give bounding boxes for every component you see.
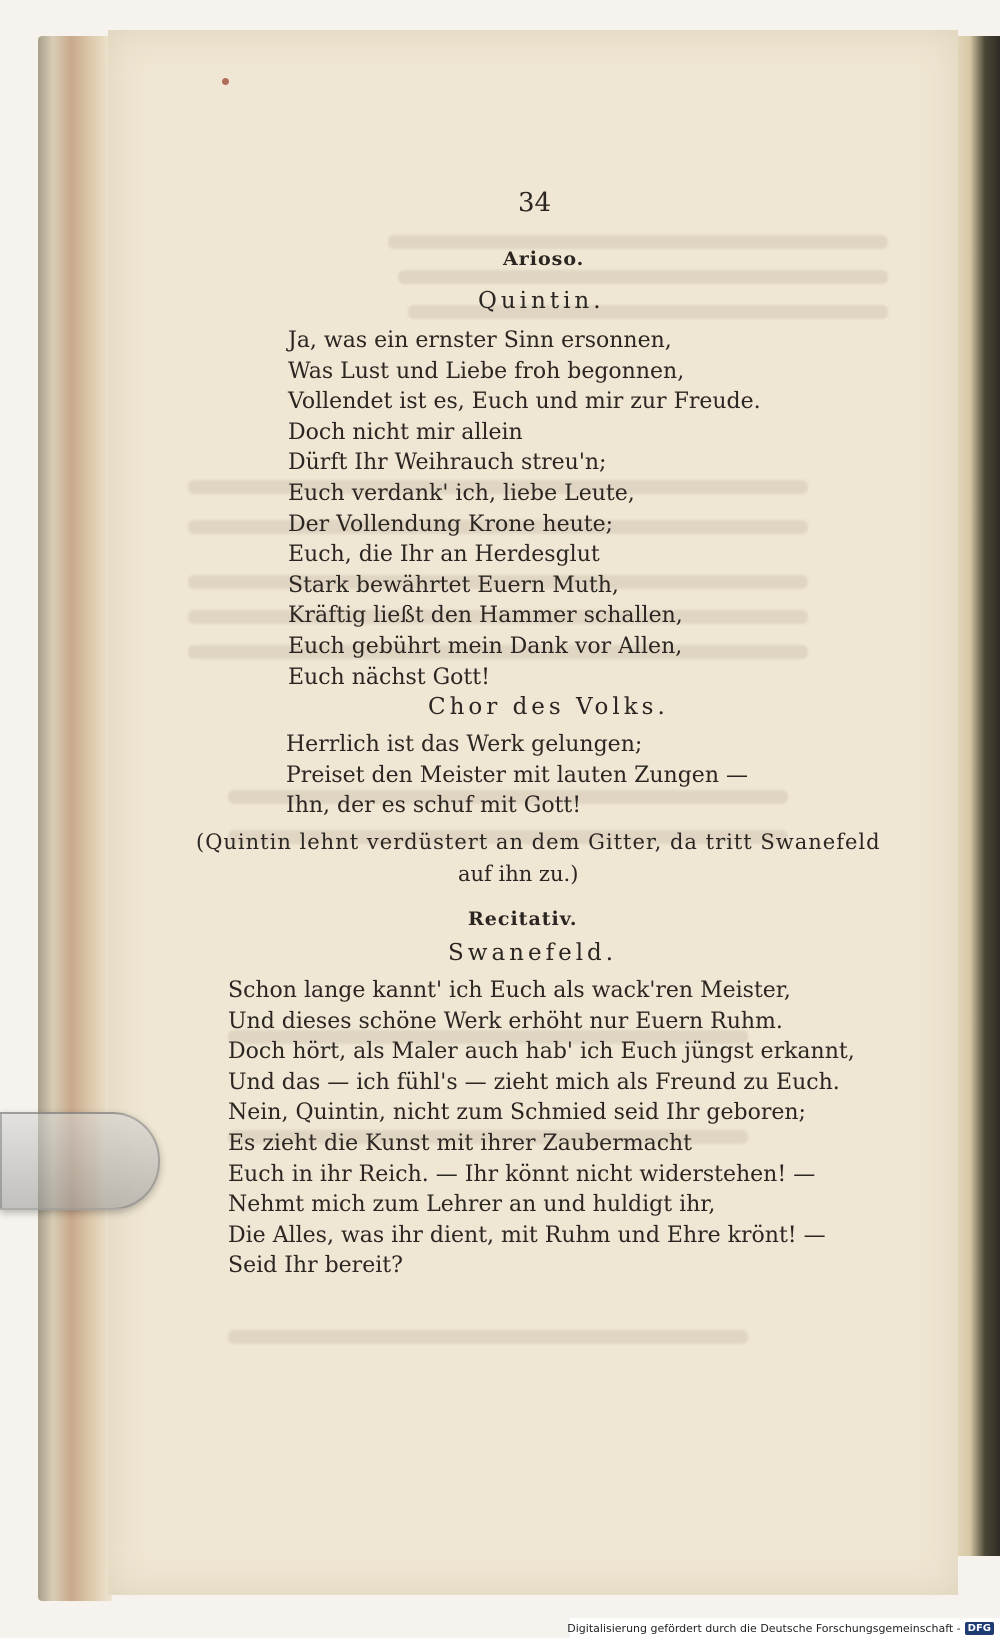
section-heading-arioso: Arioso. <box>503 248 585 270</box>
verse-line: Und das — ich fühl's — zieht mich als Freund zu Euch. <box>228 1069 840 1095</box>
verse-line: Euch in ihr Reich. — Ihr könnt nicht widerstehen! — <box>228 1161 816 1187</box>
book-page <box>108 30 958 1595</box>
speaker-chor-des-volks: Chor des Volks. <box>428 694 669 720</box>
verse-line: Und dieses schöne Werk erhöht nur Euern Ruhm. <box>228 1008 783 1034</box>
verse-line: Euch gebührt mein Dank vor Allen, <box>288 633 683 659</box>
verse-line: Dürft Ihr Weihrauch streu'n; <box>288 450 607 476</box>
page-text <box>108 30 958 1595</box>
speaker-swanefeld: Swanefeld. <box>448 940 618 966</box>
verse-line: Seid Ihr bereit? <box>228 1253 403 1279</box>
verse-line: Kräftig ließt den Hammer schallen, <box>288 603 683 629</box>
verse-line: Doch nicht mir allein <box>288 419 523 445</box>
digitization-footer <box>567 1618 1000 1638</box>
section-heading-recitativ: Recitativ. <box>468 908 578 930</box>
stage-direction-line-2: auf ihn zu.) <box>458 862 579 886</box>
speaker-quintin: Quintin. <box>478 288 605 314</box>
verse-line: Euch verdank' ich, liebe Leute, <box>288 480 635 506</box>
verse-line: Schon lange kannt' ich Euch als wack'ren Meister, <box>228 978 791 1003</box>
dfg-logo: DFG <box>965 1622 994 1635</box>
verse-line: Der Vollendung Krone heute; <box>288 511 614 537</box>
verse-line: Ihn, der es schuf mit Gott! <box>286 793 582 819</box>
verse-block-quintin <box>288 326 761 693</box>
verse-line: Stark bewährtet Euern Muth, <box>288 572 619 598</box>
verse-line: Die Alles, was ihr dient, mit Ruhm und Ehre krönt! — <box>228 1222 826 1248</box>
page-holder-clip <box>0 1112 160 1210</box>
verse-line: Euch nächst Gott! <box>288 664 490 690</box>
verse-line: Euch, die Ihr an Herdesglut <box>288 542 600 568</box>
verse-line: Was Lust und Liebe froh begonnen, <box>288 358 685 384</box>
verse-line: Vollendet ist es, Euch und mir zur Freude. <box>288 389 761 415</box>
verse-line: Es zieht die Kunst mit ihrer Zaubermacht <box>228 1130 693 1156</box>
verse-line: Doch hört, als Maler auch hab' ich Euch jüngst erkannt, <box>228 1039 855 1065</box>
stage-direction-line-1: (Quintin lehnt verdüstert an dem Gitter, da tritt Swanefeld <box>196 830 881 854</box>
verse-line: Herrlich ist das Werk gelungen; <box>286 732 643 757</box>
verse-line: Nein, Quintin, nicht zum Schmied seid Ihr geboren; <box>228 1100 806 1126</box>
verse-line: Ja, was ein ernster Sinn ersonnen, <box>288 328 672 353</box>
verse-block-swanefeld <box>228 976 855 1282</box>
page-number: 34 <box>518 188 552 218</box>
verse-block-chor <box>286 730 748 822</box>
verse-line: Nehmt mich zum Lehrer an und huldigt ihr, <box>228 1192 716 1218</box>
footer-credit: Digitalisierung gefördert durch die Deutsche Forschungsgemeinschaft - <box>567 1621 961 1635</box>
book-page-edges-left <box>38 36 112 1601</box>
verse-line: Preiset den Meister mit lauten Zungen — <box>286 762 748 788</box>
